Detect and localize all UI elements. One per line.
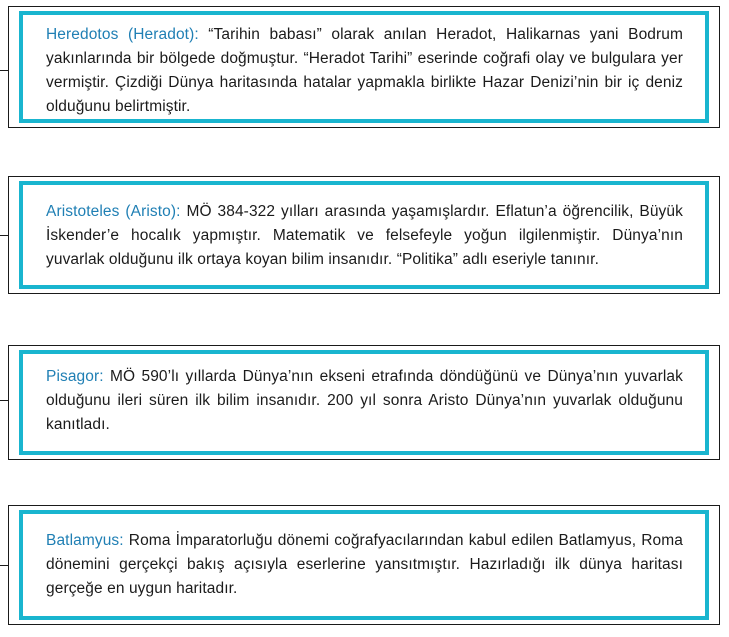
- person-description: Roma İmparatorluğu dönemi coğrafyacılarından kabul edilen Batlamyus, Roma dönemini gerçekçi bakış açısıyla eserlerine yansıtmıştır. Hazırladığı ilk dünya haritası gerçeğe en uygun haritadır.: [46, 532, 683, 597]
- info-card-aristotle: [8, 176, 720, 294]
- info-card-frame: [19, 181, 709, 289]
- person-name: Heredotos (Heradot):: [46, 26, 199, 43]
- person-name: Batlamyus:: [46, 532, 124, 549]
- info-card-pythagoras: [8, 345, 720, 460]
- person-description: MÖ 384-322 yılları arasında yaşamışlardır. Eflatun’a öğrencilik, Büyük İskender’e hocalık yapmıştır. Matematik ve felsefeyle yoğun ilgilenmiştir. Dünya’nın yuvarlak olduğunu ilk ortaya koyan bilim insanıdır. “Politika” adlı eseriyle tanınır.: [46, 203, 683, 268]
- person-name: Pisagor:: [46, 368, 104, 385]
- person-description: “Tarihin babası” olarak anılan Heradot, Halikarnas yani Bodrum yakınlarında bir bölgede doğmuştur. “Heradot Tarihi” eserinde coğrafi olay ve bulgulara yer vermiştir. Çizdiği Dünya haritasında hatalar yapmakla birlikte Hazar Denizi’nin bir iç deniz olduğunu belirtmiştir.: [46, 26, 684, 115]
- info-card-frame: [19, 510, 709, 620]
- info-card-herodotus: [8, 6, 720, 128]
- person-description: MÖ 590’lı yıllarda Dünya’nın ekseni etrafında döndüğünü ve Dünya’nın yuvarlak olduğunu ileri süren ilk bilim insanıdır. 200 yıl sonra Aristo Dünya’nın yuvarlak olduğunu kanıtladı.: [46, 368, 683, 433]
- info-card-text: [46, 365, 683, 437]
- info-card-frame: [19, 350, 709, 455]
- info-card-text: [46, 23, 683, 119]
- info-card-ptolemy: [8, 505, 720, 625]
- info-card-frame: [19, 11, 709, 123]
- person-name: Aristoteles (Aristo):: [46, 203, 181, 220]
- info-card-text: [46, 200, 683, 272]
- info-card-text: [46, 529, 683, 601]
